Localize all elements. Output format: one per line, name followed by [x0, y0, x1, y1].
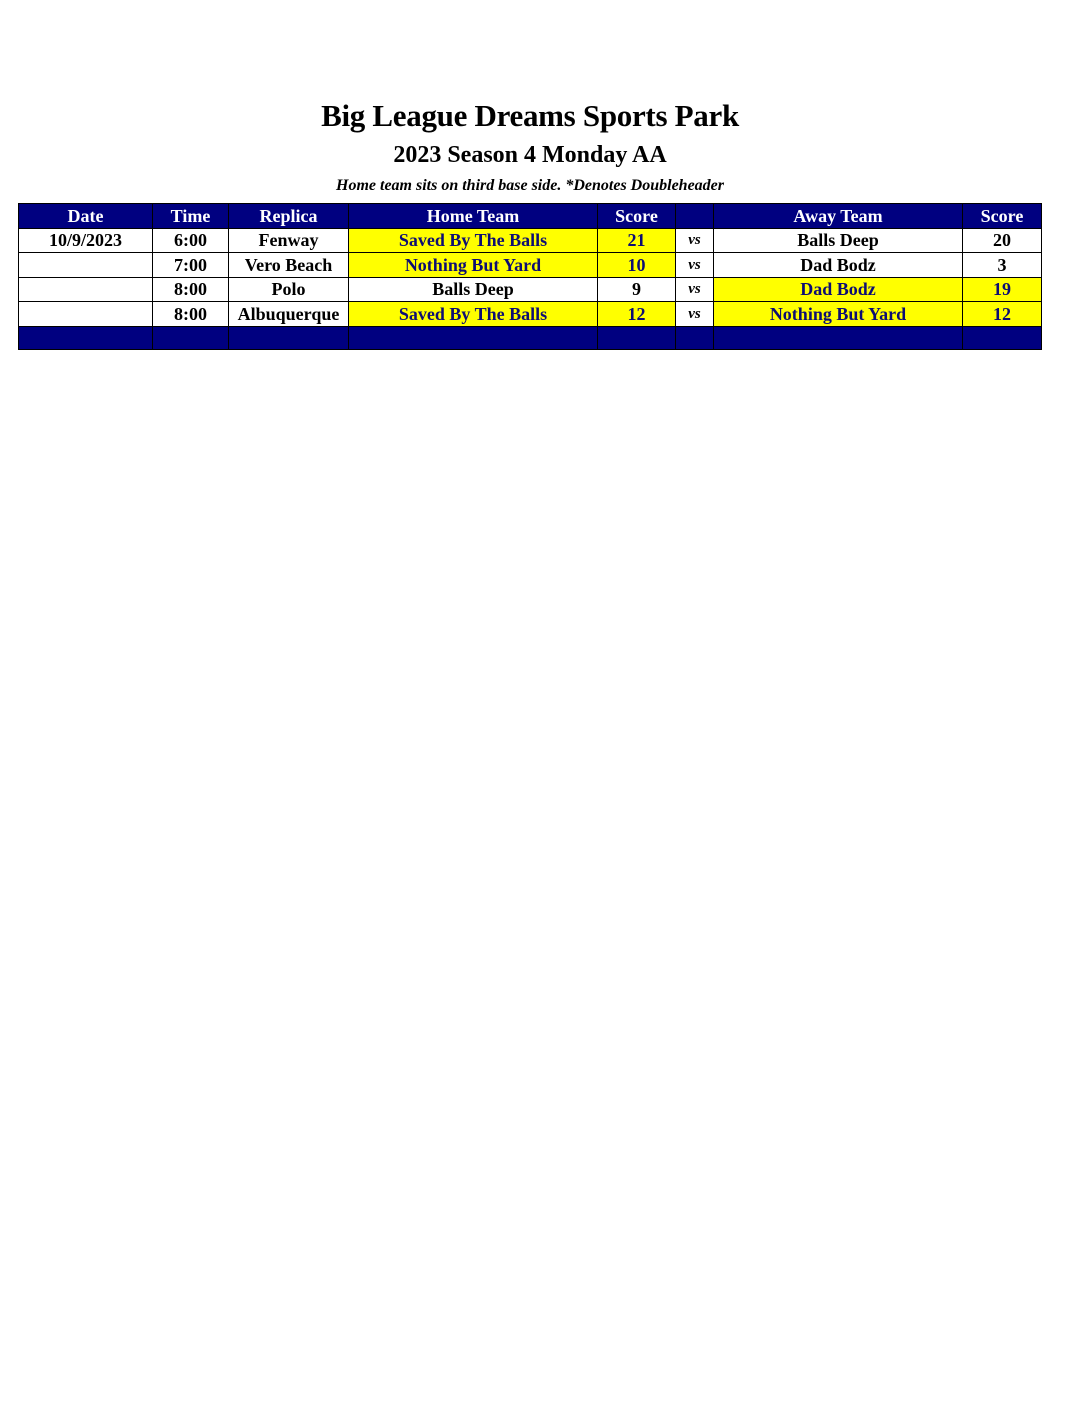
home-score-cell: 12	[598, 302, 676, 327]
column-header-home-team: Home Team	[349, 204, 598, 229]
home-team-cell: Saved By The Balls	[349, 302, 598, 327]
footer-cell	[598, 326, 676, 349]
away-team-cell: Dad Bodz	[714, 277, 963, 302]
time-cell: 8:00	[153, 277, 229, 302]
away-team-cell: Balls Deep	[714, 228, 963, 253]
home-team-cell: Balls Deep	[349, 277, 598, 302]
date-cell	[19, 253, 153, 278]
date-cell: 10/9/2023	[19, 228, 153, 253]
footer-cell	[229, 326, 349, 349]
table-row	[19, 228, 1042, 253]
away-team-cell: Nothing But Yard	[714, 302, 963, 327]
replica-cell: Vero Beach	[229, 253, 349, 278]
home-team-cell: Saved By The Balls	[349, 228, 598, 253]
table-row	[19, 277, 1042, 302]
table-row	[19, 302, 1042, 327]
home-team-cell: Nothing But Yard	[349, 253, 598, 278]
vs-cell: vs	[676, 302, 714, 327]
schedule-note: Home team sits on third base side. *Denotes Doubleheader	[336, 177, 724, 194]
column-header-time: Time	[153, 204, 229, 229]
date-cell	[19, 302, 153, 327]
footer-cell	[19, 326, 153, 349]
date-cell	[19, 277, 153, 302]
column-header-date: Date	[19, 204, 153, 229]
page-subtitle: 2023 Season 4 Monday AA	[393, 142, 667, 168]
column-header-vs	[676, 204, 714, 229]
vs-cell: vs	[676, 228, 714, 253]
vs-cell: vs	[676, 253, 714, 278]
away-team-cell: Dad Bodz	[714, 253, 963, 278]
footer-cell	[714, 326, 963, 349]
away-score-cell: 3	[963, 253, 1042, 278]
table-footer-row	[19, 326, 1042, 349]
column-header-away-score: Score	[963, 204, 1042, 229]
away-score-cell: 12	[963, 302, 1042, 327]
home-score-cell: 10	[598, 253, 676, 278]
column-header-away-team: Away Team	[714, 204, 963, 229]
column-header-replica: Replica	[229, 204, 349, 229]
header-row	[19, 204, 1042, 229]
footer-cell	[349, 326, 598, 349]
replica-cell: Polo	[229, 277, 349, 302]
time-cell: 7:00	[153, 253, 229, 278]
footer-cell	[676, 326, 714, 349]
footer-cell	[963, 326, 1042, 349]
time-cell: 6:00	[153, 228, 229, 253]
time-cell: 8:00	[153, 302, 229, 327]
footer-cell	[153, 326, 229, 349]
replica-cell: Albuquerque	[229, 302, 349, 327]
home-score-cell: 9	[598, 277, 676, 302]
column-header-home-score: Score	[598, 204, 676, 229]
schedule-table	[18, 203, 1042, 350]
page-title: Big League Dreams Sports Park	[321, 98, 739, 133]
table-row	[19, 253, 1042, 278]
home-score-cell: 21	[598, 228, 676, 253]
away-score-cell: 20	[963, 228, 1042, 253]
vs-cell: vs	[676, 277, 714, 302]
replica-cell: Fenway	[229, 228, 349, 253]
away-score-cell: 19	[963, 277, 1042, 302]
